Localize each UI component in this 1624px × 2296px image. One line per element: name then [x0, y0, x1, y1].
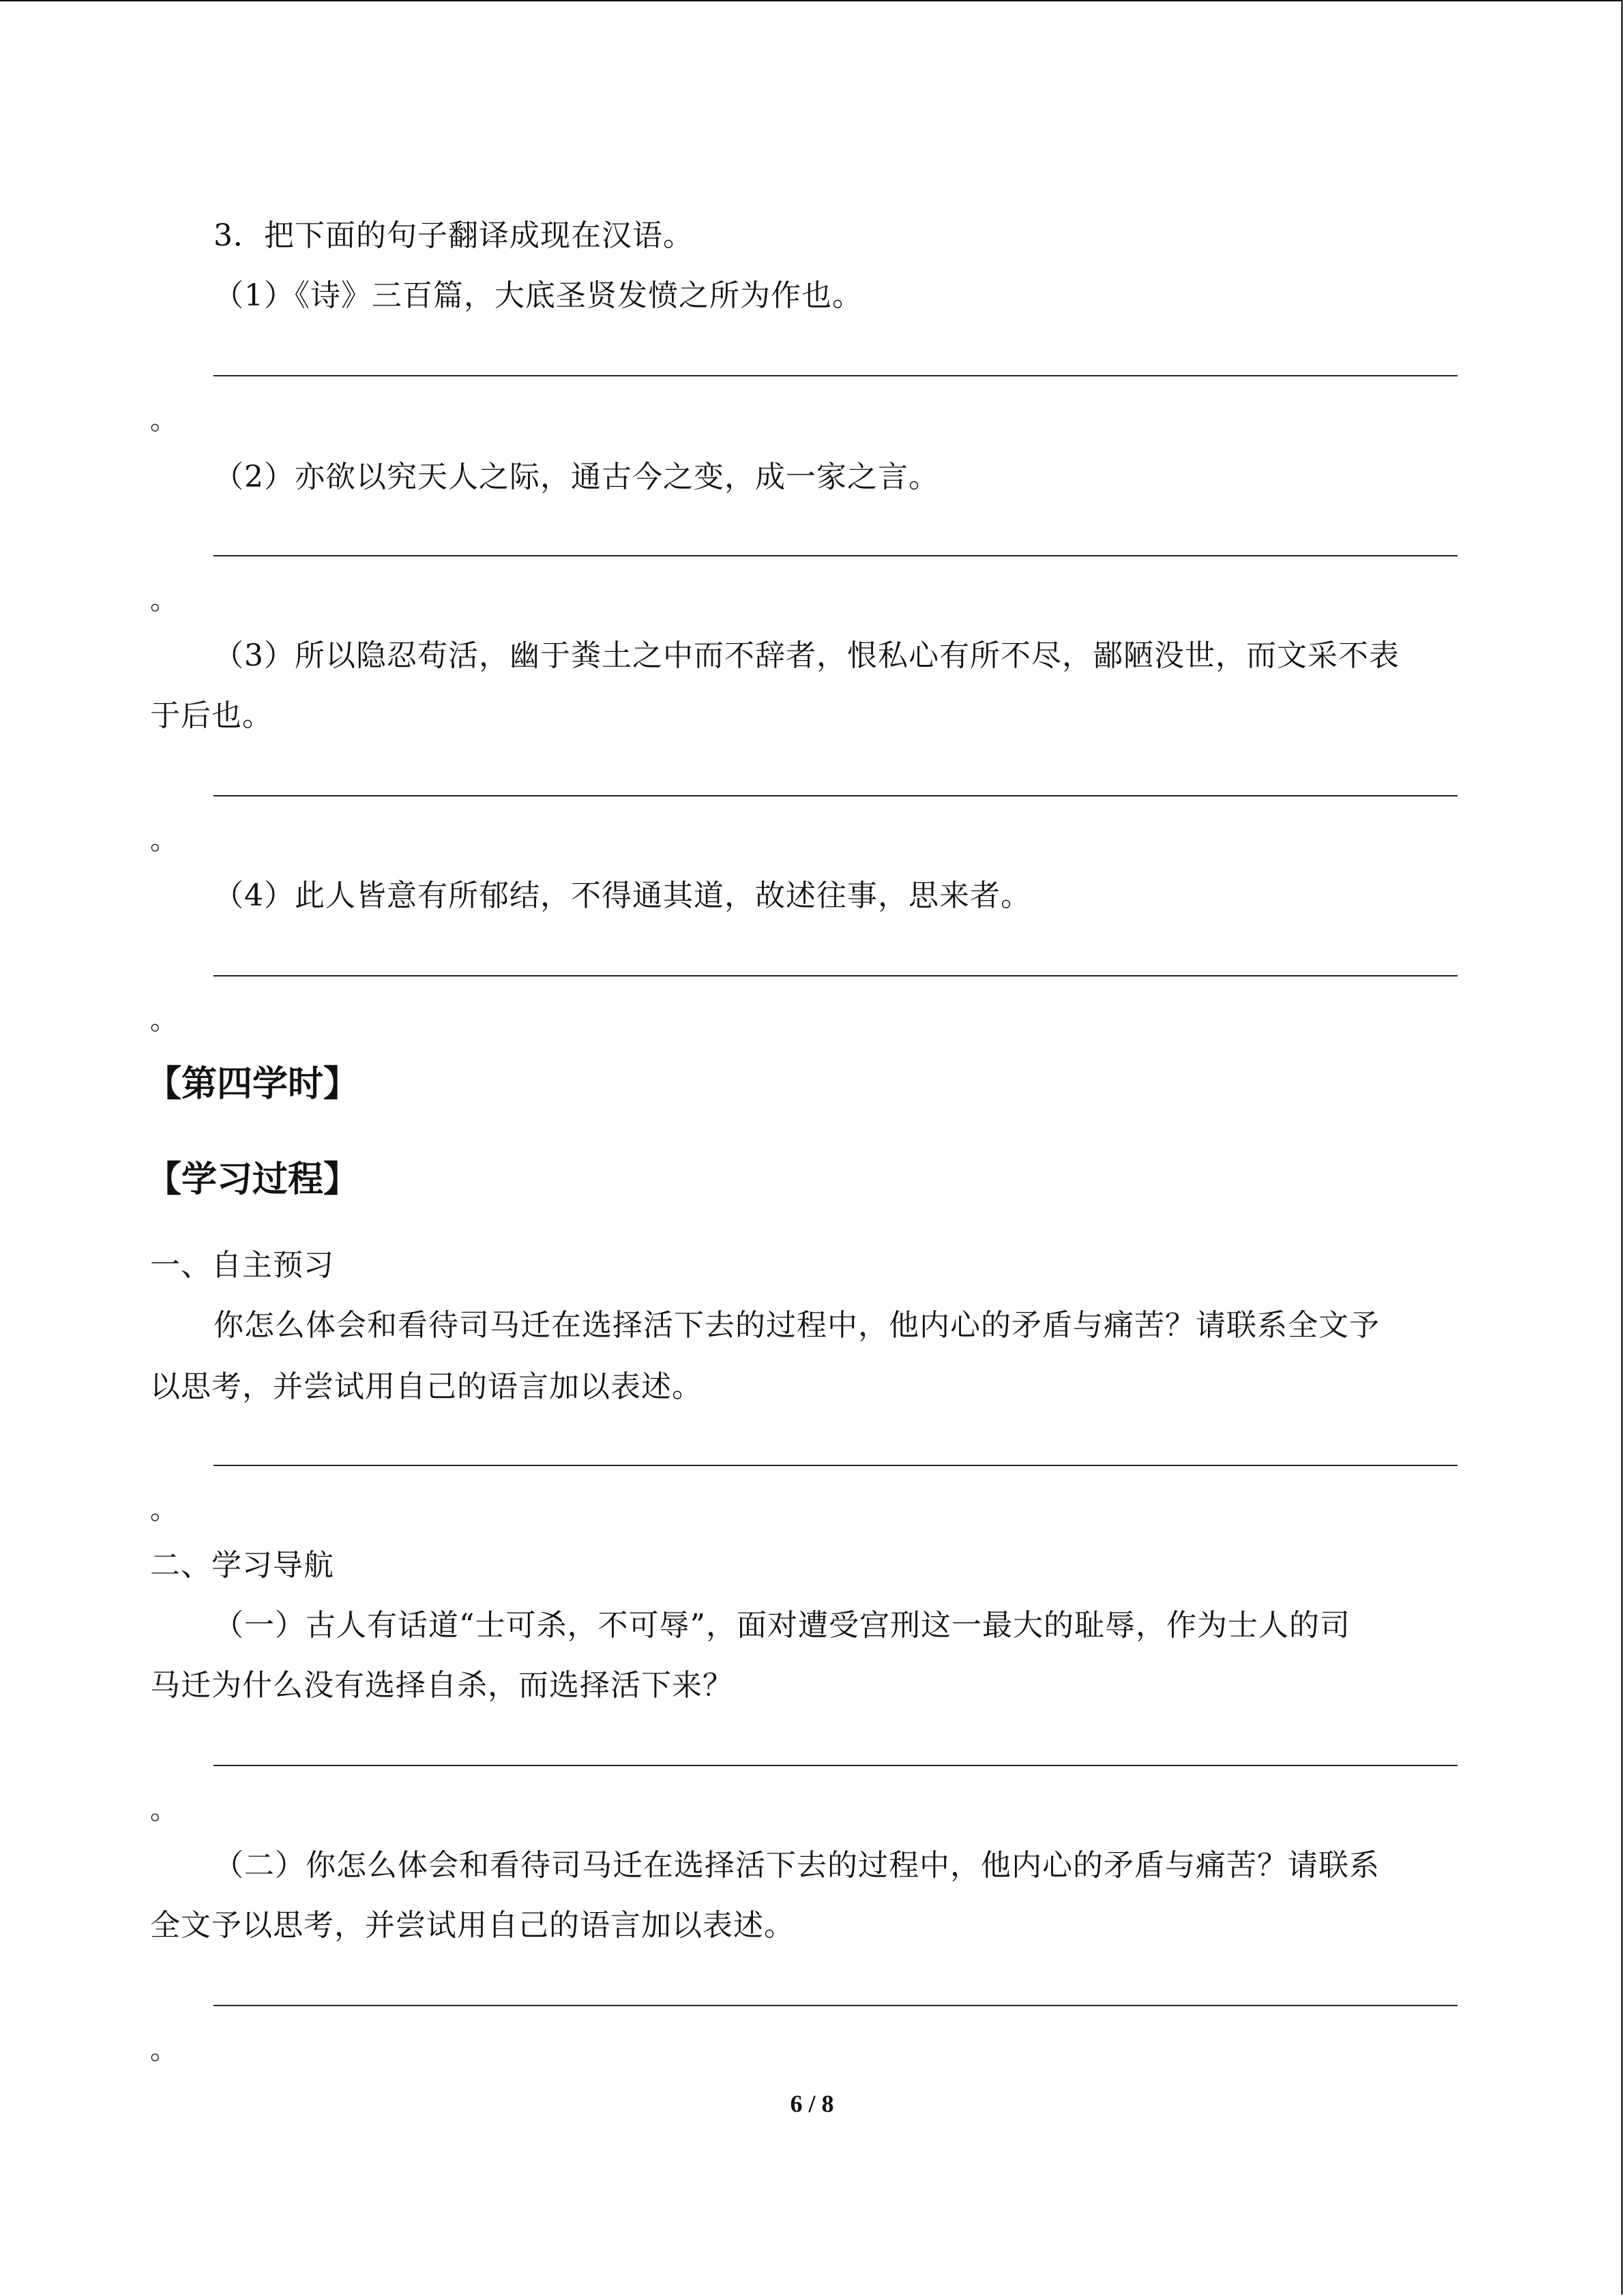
session-heading: 【第四学时】: [146, 1064, 359, 1105]
period-7: 。: [150, 2034, 177, 2066]
answer-line-2[interactable]: [213, 555, 1458, 556]
question-3-item-4: （4）此人皆意有所郁结，不得通其道，故述往事，思来者。: [213, 878, 1031, 913]
section-2-title: 二、学习导航: [150, 1548, 334, 1583]
section-1-title: 一、自主预习: [150, 1248, 334, 1283]
section-2-q2-line-1: （二）你怎么体会和看待司马迁在选择活下去的过程中，他内心的矛盾与痛苦？请联系: [213, 1848, 1380, 1883]
section-2-q1-line-2: 马迁为什么没有选择自杀，而选择活下来？: [150, 1668, 733, 1703]
section-1-line-1: 你怎么体会和看待司马迁在选择活下去的过程中，他内心的矛盾与痛苦？请联系全文予: [213, 1308, 1380, 1343]
question-3-item-1: （1）《诗》三百篇，大底圣贤发愤之所为作也。: [213, 278, 863, 313]
question-3-item-2: （2）亦欲以究天人之际，通古今之变，成一家之言。: [213, 460, 939, 494]
question-3-title: 3．把下面的句子翻译成现在汉语。: [213, 218, 694, 253]
answer-line-7[interactable]: [213, 2005, 1458, 2006]
answer-line-4[interactable]: [213, 975, 1458, 976]
question-3-item-3-cont: 于后也。: [150, 698, 273, 733]
section-2-q2-line-2: 全文予以思考，并尝试用自己的语言加以表述。: [150, 1908, 795, 1943]
period-2: 。: [150, 584, 177, 616]
answer-line-5[interactable]: [213, 1465, 1458, 1466]
section-2-q1-line-1: （一）古人有话道“士可杀，不可辱”，面对遭受宫刑这一最大的耻辱，作为士人的司: [213, 1608, 1350, 1643]
answer-line-1[interactable]: [213, 375, 1458, 376]
period-3: 。: [150, 824, 177, 856]
answer-line-6[interactable]: [213, 1765, 1458, 1766]
section-1-line-2: 以思考，并尝试用自己的语言加以表述。: [150, 1369, 703, 1404]
period-1: 。: [150, 404, 177, 436]
period-4: 。: [150, 1004, 177, 1036]
period-5: 。: [150, 1494, 177, 1525]
answer-line-3[interactable]: [213, 795, 1458, 796]
process-heading: 【学习过程】: [146, 1159, 359, 1200]
question-3-item-3: （3）所以隐忍苟活，幽于粪土之中而不辞者，恨私心有所不尽，鄙陋没世，而文采不表: [213, 638, 1400, 673]
page-number: 6 / 8: [790, 2090, 834, 2117]
period-6: 。: [150, 1794, 177, 1825]
